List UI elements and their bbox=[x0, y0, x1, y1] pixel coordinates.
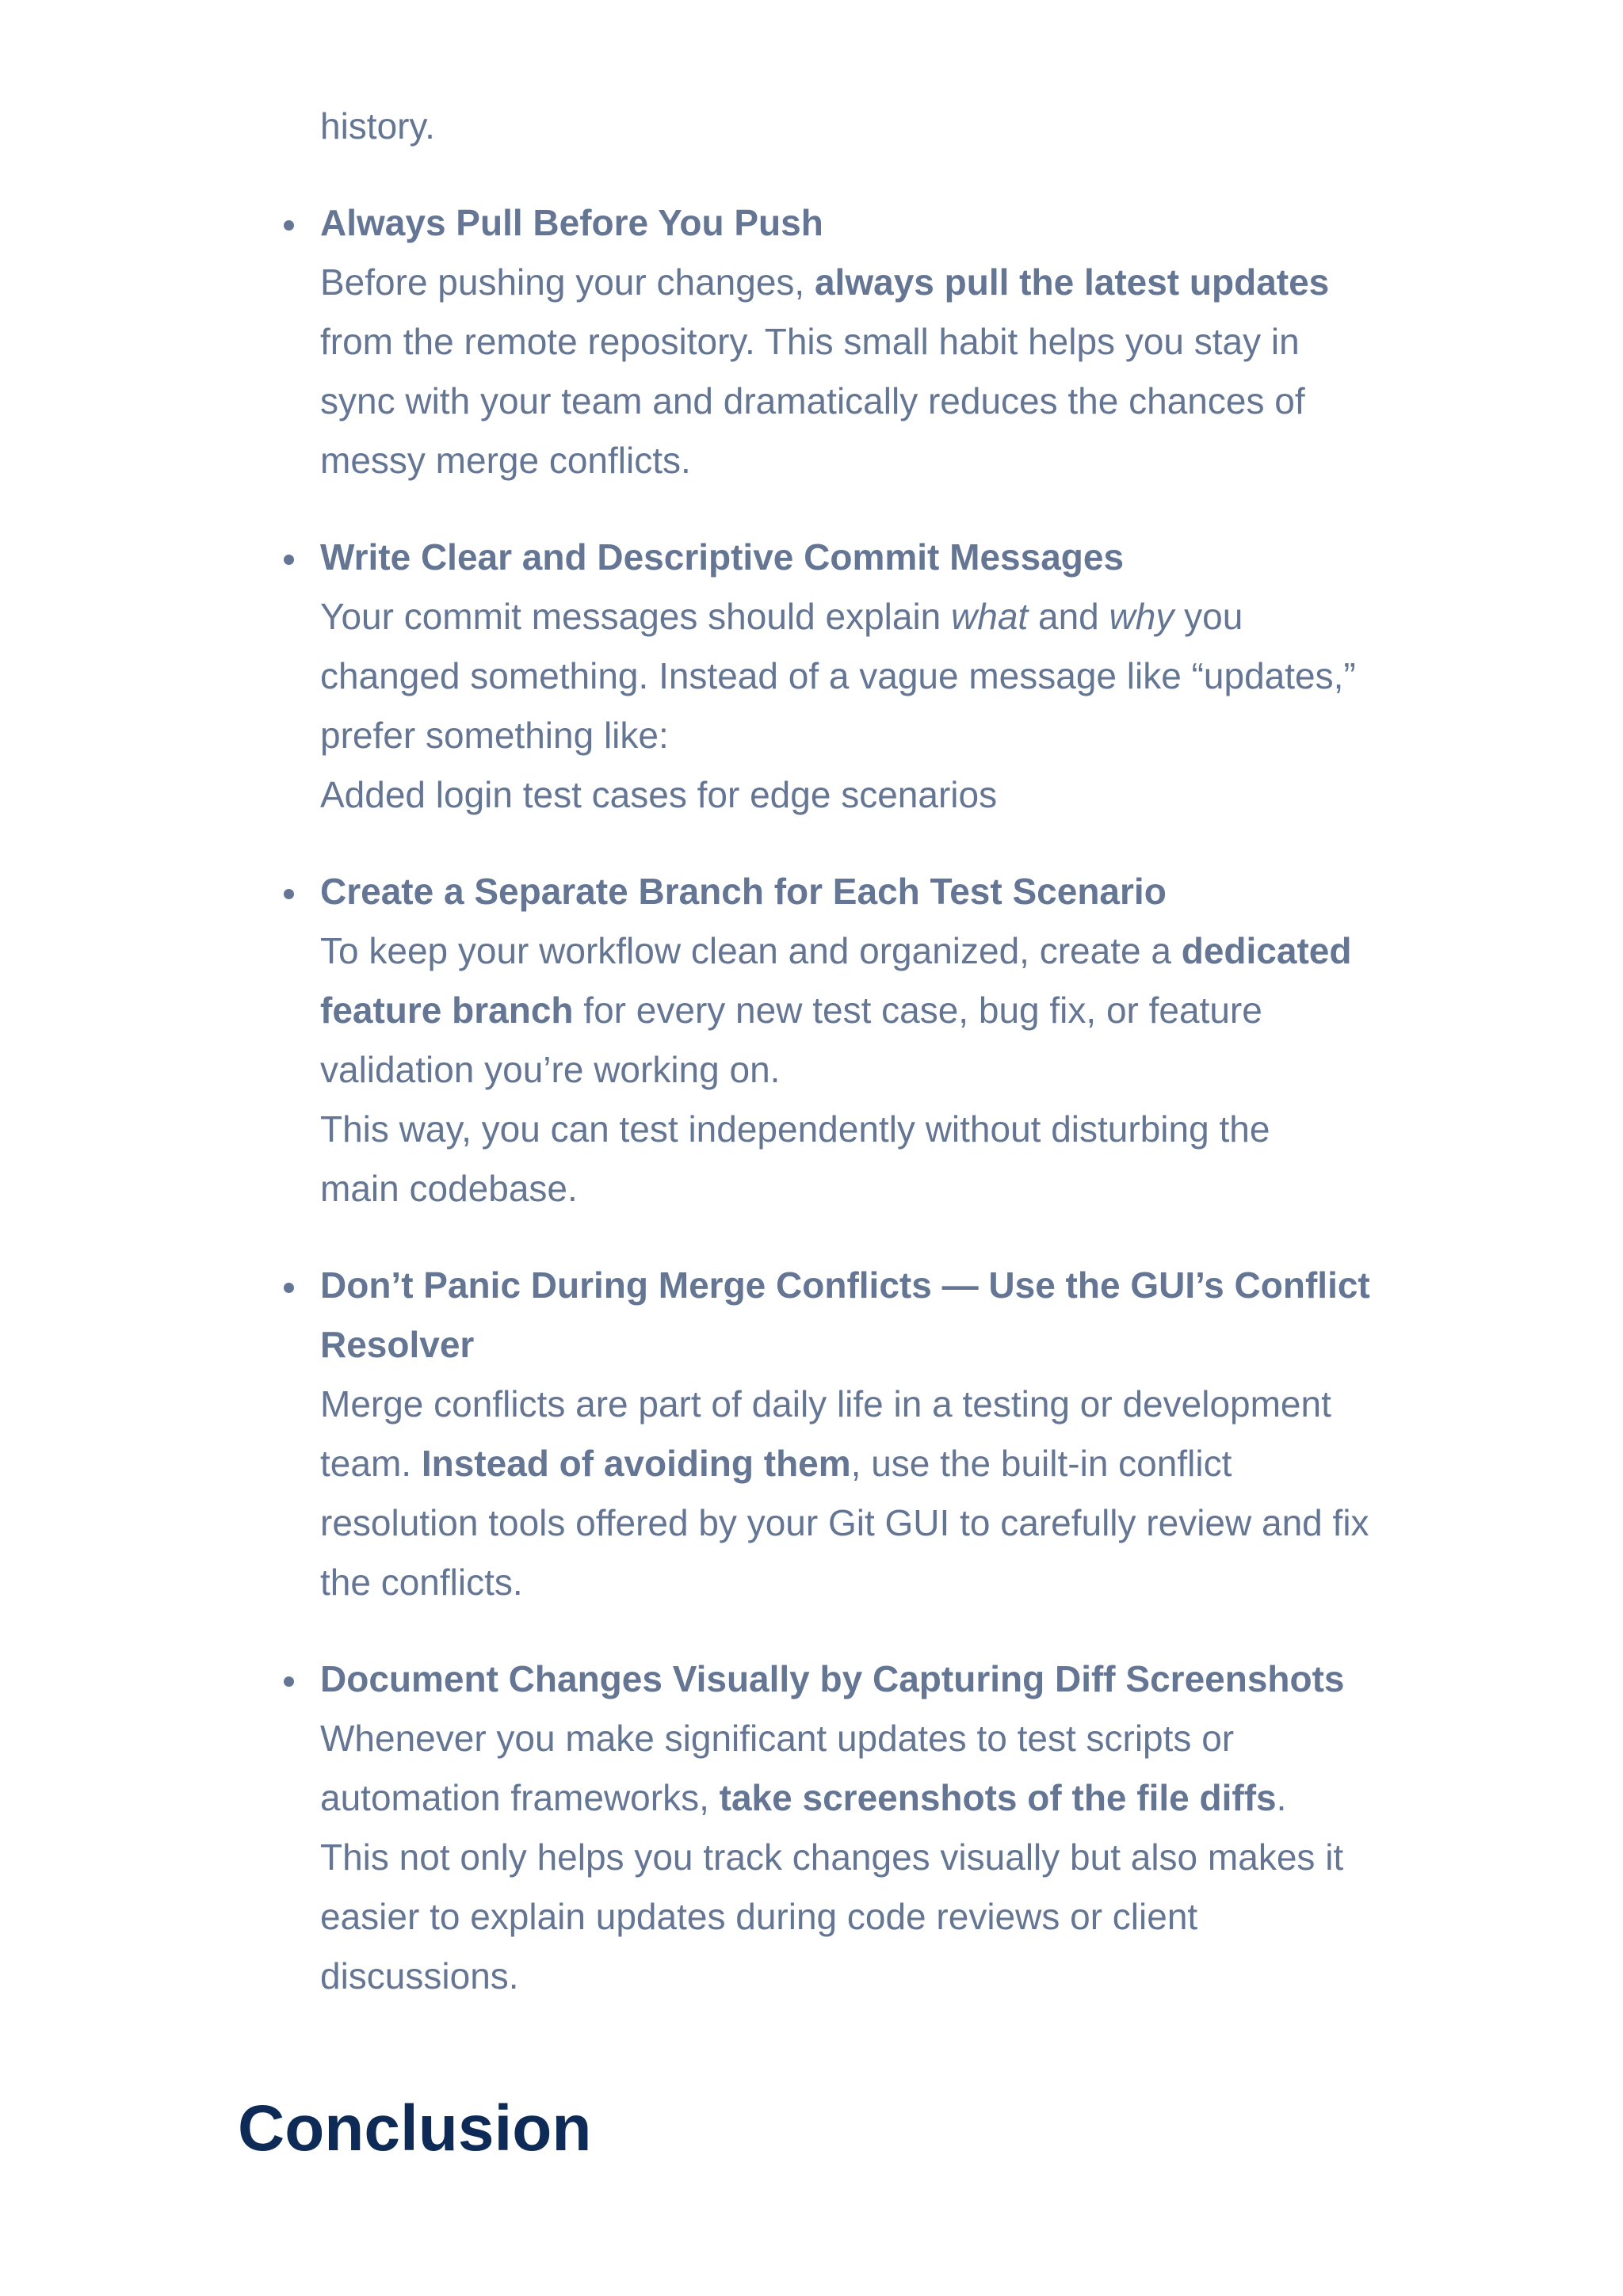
text-line: from the remote repository. This small habit helps you stay in bbox=[320, 321, 1300, 362]
tip-body bbox=[320, 253, 1442, 490]
bullet-icon bbox=[284, 1676, 294, 1687]
text-line bbox=[320, 1434, 1442, 1493]
text-line: Merge conflicts are part of daily life in a testing or development bbox=[320, 1383, 1331, 1425]
text-line: the conflicts. bbox=[320, 1562, 523, 1603]
section-heading-conclusion: Conclusion bbox=[238, 2092, 592, 2164]
title-line: Don’t Panic During Merge Conflicts — Use the GUI’s Conflict bbox=[320, 1264, 1370, 1306]
text-line bbox=[320, 981, 1442, 1040]
text-line bbox=[320, 587, 1442, 646]
text-line: changed something. Instead of a vague message like “updates,” bbox=[320, 655, 1356, 696]
bold-text: feature branch bbox=[320, 990, 574, 1031]
bold-text: always pull the latest updates bbox=[814, 261, 1330, 303]
tip-title: Document Changes Visually by Capturing Diff Screenshots bbox=[320, 1658, 1345, 1699]
text-run: automation frameworks, bbox=[320, 1777, 720, 1818]
text-line: main codebase. bbox=[320, 1168, 578, 1209]
tip-body bbox=[320, 921, 1442, 1219]
text-line bbox=[320, 1768, 1442, 1828]
list-item-pull-before-push bbox=[238, 193, 1442, 490]
bold-text: Instead of avoiding them bbox=[421, 1443, 851, 1484]
tip-title: Always Pull Before You Push bbox=[320, 202, 823, 243]
tip-title: Write Clear and Descriptive Commit Messages bbox=[320, 536, 1125, 578]
italic-text: why bbox=[1109, 596, 1174, 637]
text-run: you bbox=[1174, 596, 1243, 637]
text-line: resolution tools offered by your Git GUI to carefully review and fix bbox=[320, 1502, 1369, 1543]
title-line: Resolver bbox=[320, 1324, 475, 1365]
article-body bbox=[238, 0, 1442, 2006]
text-line: discussions. bbox=[320, 1955, 519, 1997]
text-run: Before pushing your changes, bbox=[320, 261, 815, 303]
text-run: To keep your workflow clean and organized, create a bbox=[320, 930, 1182, 971]
text-run: for every new test case, bug fix, or feature bbox=[573, 990, 1262, 1031]
bold-text: dedicated bbox=[1181, 930, 1352, 971]
text-line: validation you’re working on. bbox=[320, 1049, 781, 1090]
text-line: This way, you can test independently without disturbing the bbox=[320, 1108, 1270, 1150]
list-item-merge-conflicts bbox=[238, 1256, 1442, 1612]
example-commit-message: Added login test cases for edge scenarios bbox=[320, 774, 998, 815]
bullet-icon bbox=[284, 1283, 294, 1293]
text-line: prefer something like: bbox=[320, 715, 669, 756]
tips-list bbox=[238, 193, 1442, 2006]
bullet-icon bbox=[284, 555, 294, 565]
text-run: team. bbox=[320, 1443, 422, 1484]
tip-body bbox=[320, 587, 1442, 825]
bullet-icon bbox=[284, 220, 294, 231]
text-run: . bbox=[1276, 1777, 1287, 1818]
bold-text: take screenshots of the file diffs bbox=[719, 1777, 1277, 1818]
text-run: and bbox=[1028, 596, 1109, 637]
text-line: This not only helps you track changes visually but also makes it bbox=[320, 1836, 1344, 1878]
list-item-commit-messages bbox=[238, 528, 1442, 825]
list-item-diff-screenshots bbox=[238, 1650, 1442, 2006]
text-line: easier to explain updates during code reviews or client bbox=[320, 1896, 1198, 1937]
text-run: , use the built-in conflict bbox=[850, 1443, 1232, 1484]
text-run: Your commit messages should explain bbox=[320, 596, 952, 637]
tip-body bbox=[320, 1709, 1442, 2006]
text-line bbox=[320, 253, 1442, 312]
list-item-separate-branch bbox=[238, 862, 1442, 1219]
text-line: sync with your team and dramatically reduces the chances of bbox=[320, 380, 1305, 421]
italic-text: what bbox=[951, 596, 1029, 637]
tip-title: Create a Separate Branch for Each Test Scenario bbox=[320, 871, 1167, 912]
text-line: Whenever you make significant updates to test scripts or bbox=[320, 1718, 1235, 1759]
tip-title bbox=[320, 1256, 1442, 1375]
text-line bbox=[320, 921, 1442, 981]
paragraph-continuation: history. bbox=[320, 105, 435, 147]
tip-body bbox=[320, 1375, 1442, 1612]
text-line: messy merge conflicts. bbox=[320, 440, 691, 481]
bullet-icon bbox=[284, 889, 294, 899]
